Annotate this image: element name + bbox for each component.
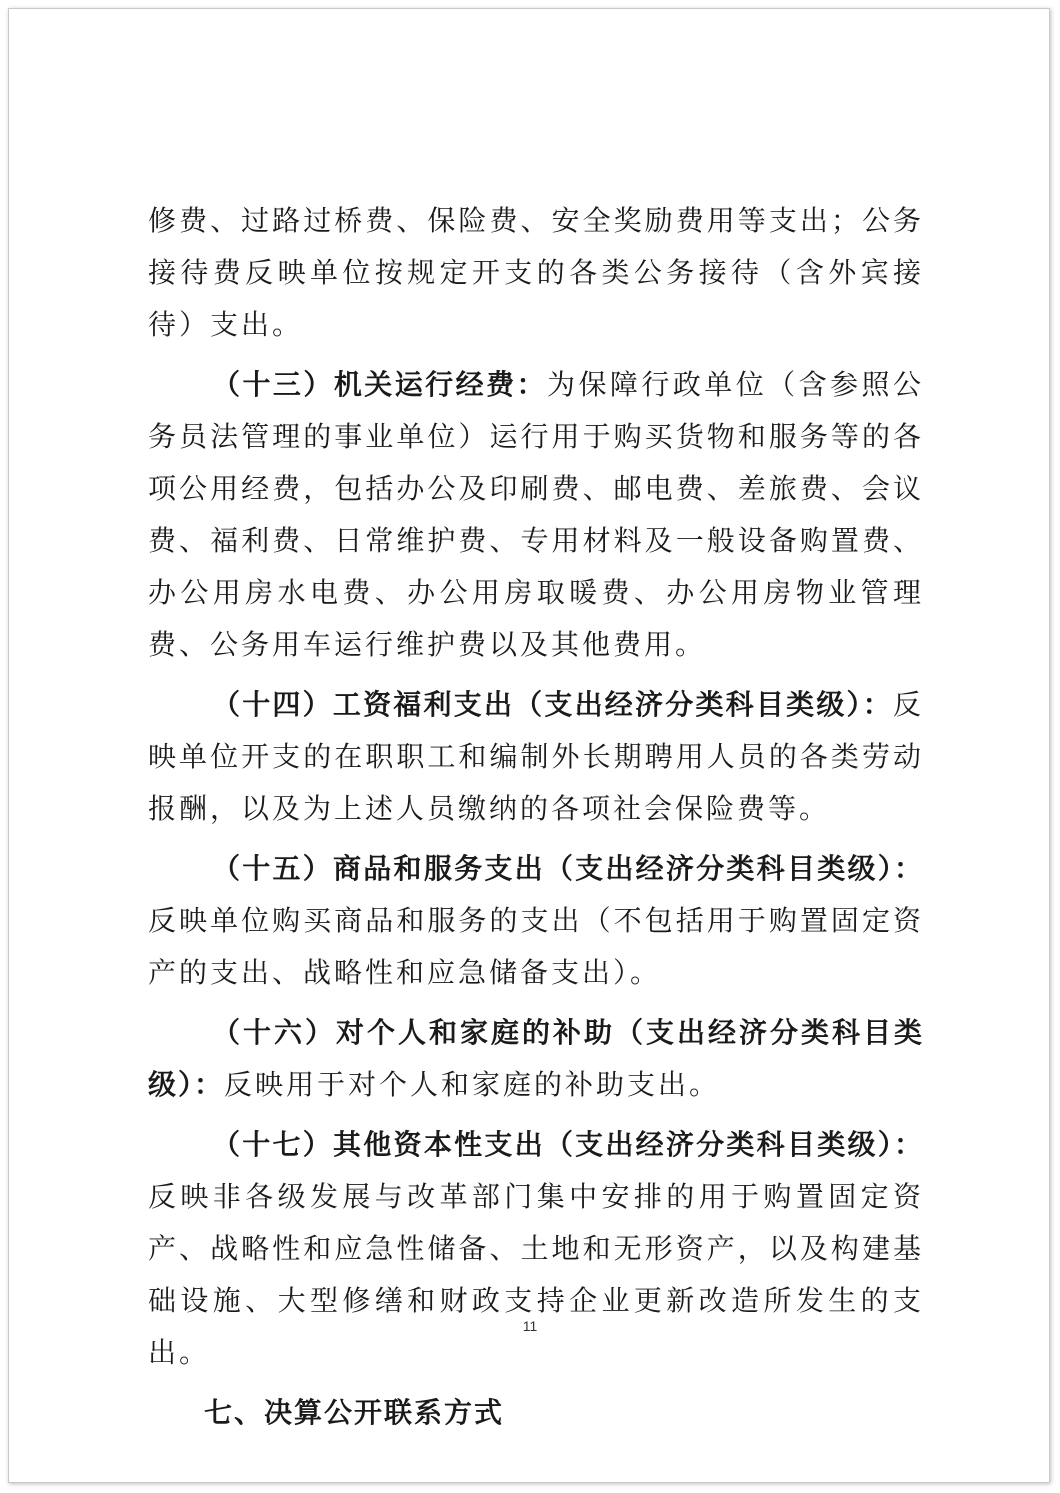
paragraph-lead: （十三）机关运行经费： xyxy=(212,368,547,401)
paragraph-lead: （十四）工资福利支出（支出经济分类科目类级）： xyxy=(212,688,893,721)
paragraph-text: 为保障行政单位（含参照公务员法管理的事业单位）运行用于购买货物和服务等的各项公用经费，包括办公及印刷费、邮电费、差旅费、会议费、福利费、日常维护费、专用材料及一般设备购置费、办公用房水电费、办公用房取暖费、办公用房物业管理费、公务用车运行维护费以及其他费用。 xyxy=(148,368,924,661)
paragraph-15-goods-services xyxy=(148,843,924,999)
paragraph-text: 反映非各级发展与改革部门集中安排的用于购置固定资产、战略性和应急性储备、土地和无形资产，以及构建基础设施、大型修缮和财政支持企业更新改造所发生的支出。 xyxy=(148,1180,924,1369)
paragraph-lead: （十六）对个人和家庭的补助（支出经济分类科目类级）： xyxy=(148,1016,924,1101)
section-heading: 七、决算公开联系方式 xyxy=(204,1396,505,1429)
paragraph-text: 反映单位购买商品和服务的支出（不包括用于购置固定资产的支出、战略性和应急储备支出）。 xyxy=(148,904,924,989)
paragraph-text: 修费、过路过桥费、保险费、安全奖励费用等支出；公务接待费反映单位按规定开支的各类公务接待（含外宾接待）支出。 xyxy=(148,204,924,341)
paragraph-14-wages-benefits xyxy=(148,679,924,835)
paragraph-13-operating-expenses xyxy=(148,359,924,671)
page-number: 11 xyxy=(522,1318,538,1334)
document-body xyxy=(148,195,924,1447)
paragraph-continuation xyxy=(148,195,924,351)
paragraph-text: 反映单位开支的在职职工和编制外长期聘用人员的各类劳动报酬，以及为上述人员缴纳的各项社会保险费等。 xyxy=(148,688,924,825)
paragraph-lead: （十五）商品和服务支出（支出经济分类科目类级）： xyxy=(212,852,924,885)
paragraph-17-other-capital xyxy=(148,1119,924,1379)
paragraph-16-household-subsidies xyxy=(148,1007,924,1111)
paragraph-text: 反映用于对个人和家庭的补助支出。 xyxy=(224,1068,721,1101)
paragraph-lead: （十七）其他资本性支出（支出经济分类科目类级）： xyxy=(212,1128,924,1161)
